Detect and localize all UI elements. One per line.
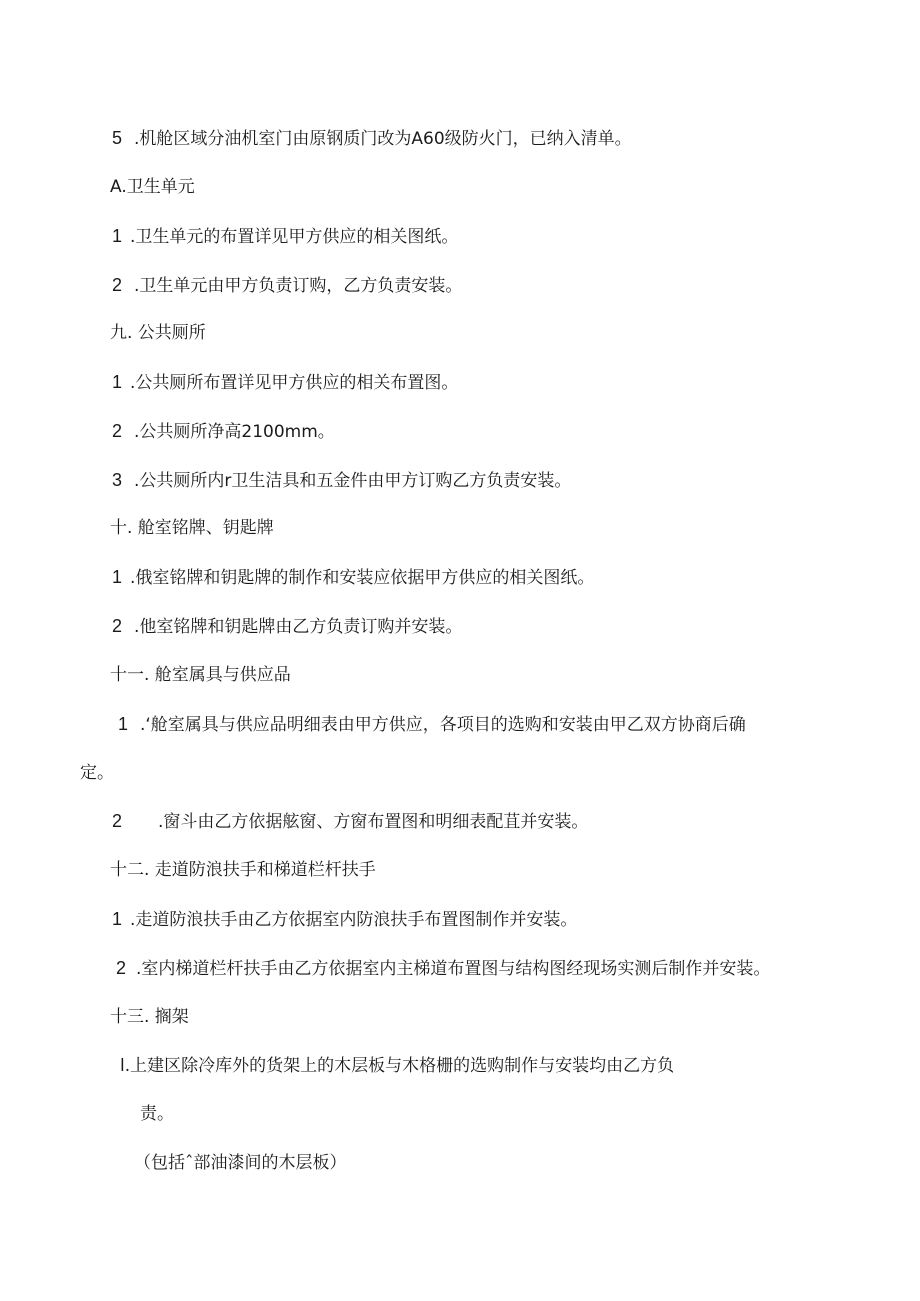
item-1-continuation [140, 1103, 174, 1125]
item-1-line [112, 908, 577, 931]
section-heading-11 [110, 664, 291, 686]
item-number: 2 [116, 958, 127, 978]
item-number: 1 [118, 714, 129, 734]
parenthetical-note [134, 1152, 347, 1174]
item-number: 2 [112, 616, 123, 636]
item-number: 2 [112, 811, 123, 831]
heading-text: 十. 舱室铭牌、钥匙牌 [110, 518, 274, 538]
item-1-line [112, 371, 458, 394]
item-2-line [112, 420, 335, 443]
item-1-continuation [80, 762, 114, 784]
item-number: 3 [112, 470, 123, 490]
item-text: .机舱区域分油机室门由原钢质门改为A60级防火门，已纳入清单。 [134, 129, 632, 149]
item-text: .他室铭牌和钥匙牌由乙方负责订购并安装。 [134, 617, 463, 637]
item-2-line [112, 615, 462, 638]
item-text: .公共厕所布置详见甲方供应的相关布置图。 [130, 373, 459, 393]
item-number: 1 [112, 909, 123, 929]
item-text: .卫生单元由甲方负责订购，乙方负责安装。 [134, 276, 463, 296]
item-number: 5 [112, 128, 123, 148]
heading-text: 十二. 走道防浪扶手和梯道栏杆扶手 [110, 860, 376, 880]
item-text: .窗斗由乙方依据舷窗、方窗布置图和明细表配苴并安装。 [158, 812, 589, 832]
heading-text: A.卫生单元 [110, 177, 195, 197]
item-text: l.上建区除冷库外的货架上的木层板与木格栅的选购制作与安装均由乙方负 [120, 1056, 675, 1076]
item-number: 1 [112, 567, 123, 587]
item-2-line [116, 957, 770, 980]
item-text: .卫生单元的布置详见甲方供应的相关图纸。 [130, 227, 459, 247]
section-heading-9 [110, 322, 206, 344]
item-1-line [112, 566, 594, 589]
heading-text: 九. 公共厕所 [110, 323, 206, 343]
heading-text: 十一. 舱室属具与供应品 [110, 665, 291, 685]
item-text: .公共厕所净高2100mm。 [134, 422, 335, 442]
item-number: 2 [112, 421, 123, 441]
item-3-line [112, 469, 571, 492]
item-1-line [118, 713, 746, 736]
item-text: .俄室铭牌和钥匙牌的制作和安装应依据甲方供应的相关图纸。 [130, 568, 595, 588]
item-5-line [112, 127, 632, 150]
item-number: 1 [112, 226, 123, 246]
item-text: 责。 [140, 1104, 174, 1124]
note-text: （包括ˆ部油漆间的木层板） [134, 1153, 347, 1173]
section-heading-13 [110, 1006, 189, 1028]
item-text: .室内梯道栏杆扶手由乙方依据室内主梯道布置图与结构图经现场实测后制作并安装。 [136, 959, 771, 979]
heading-text: 十三. 搁架 [110, 1007, 189, 1027]
section-heading-10 [110, 517, 274, 539]
section-heading-a [110, 176, 195, 198]
item-2-line [112, 274, 462, 297]
item-number: 2 [112, 275, 123, 295]
item-1-line [112, 225, 458, 248]
section-heading-12 [110, 859, 376, 881]
item-number: 1 [112, 372, 123, 392]
item-text: .公共厕所内r卫生洁具和五金件由甲方订购乙方负责安装。 [134, 471, 572, 491]
item-text: 定。 [80, 763, 114, 783]
item-1-line [120, 1055, 674, 1077]
item-text: .走道防浪扶手由乙方依据室内防浪扶手布置图制作并安装。 [130, 910, 578, 930]
item-2-line [112, 810, 588, 833]
item-text: .‘舱室属具与供应品明细表由甲方供应，各项目的选购和安装由甲乙双方协商后确 [140, 715, 746, 735]
